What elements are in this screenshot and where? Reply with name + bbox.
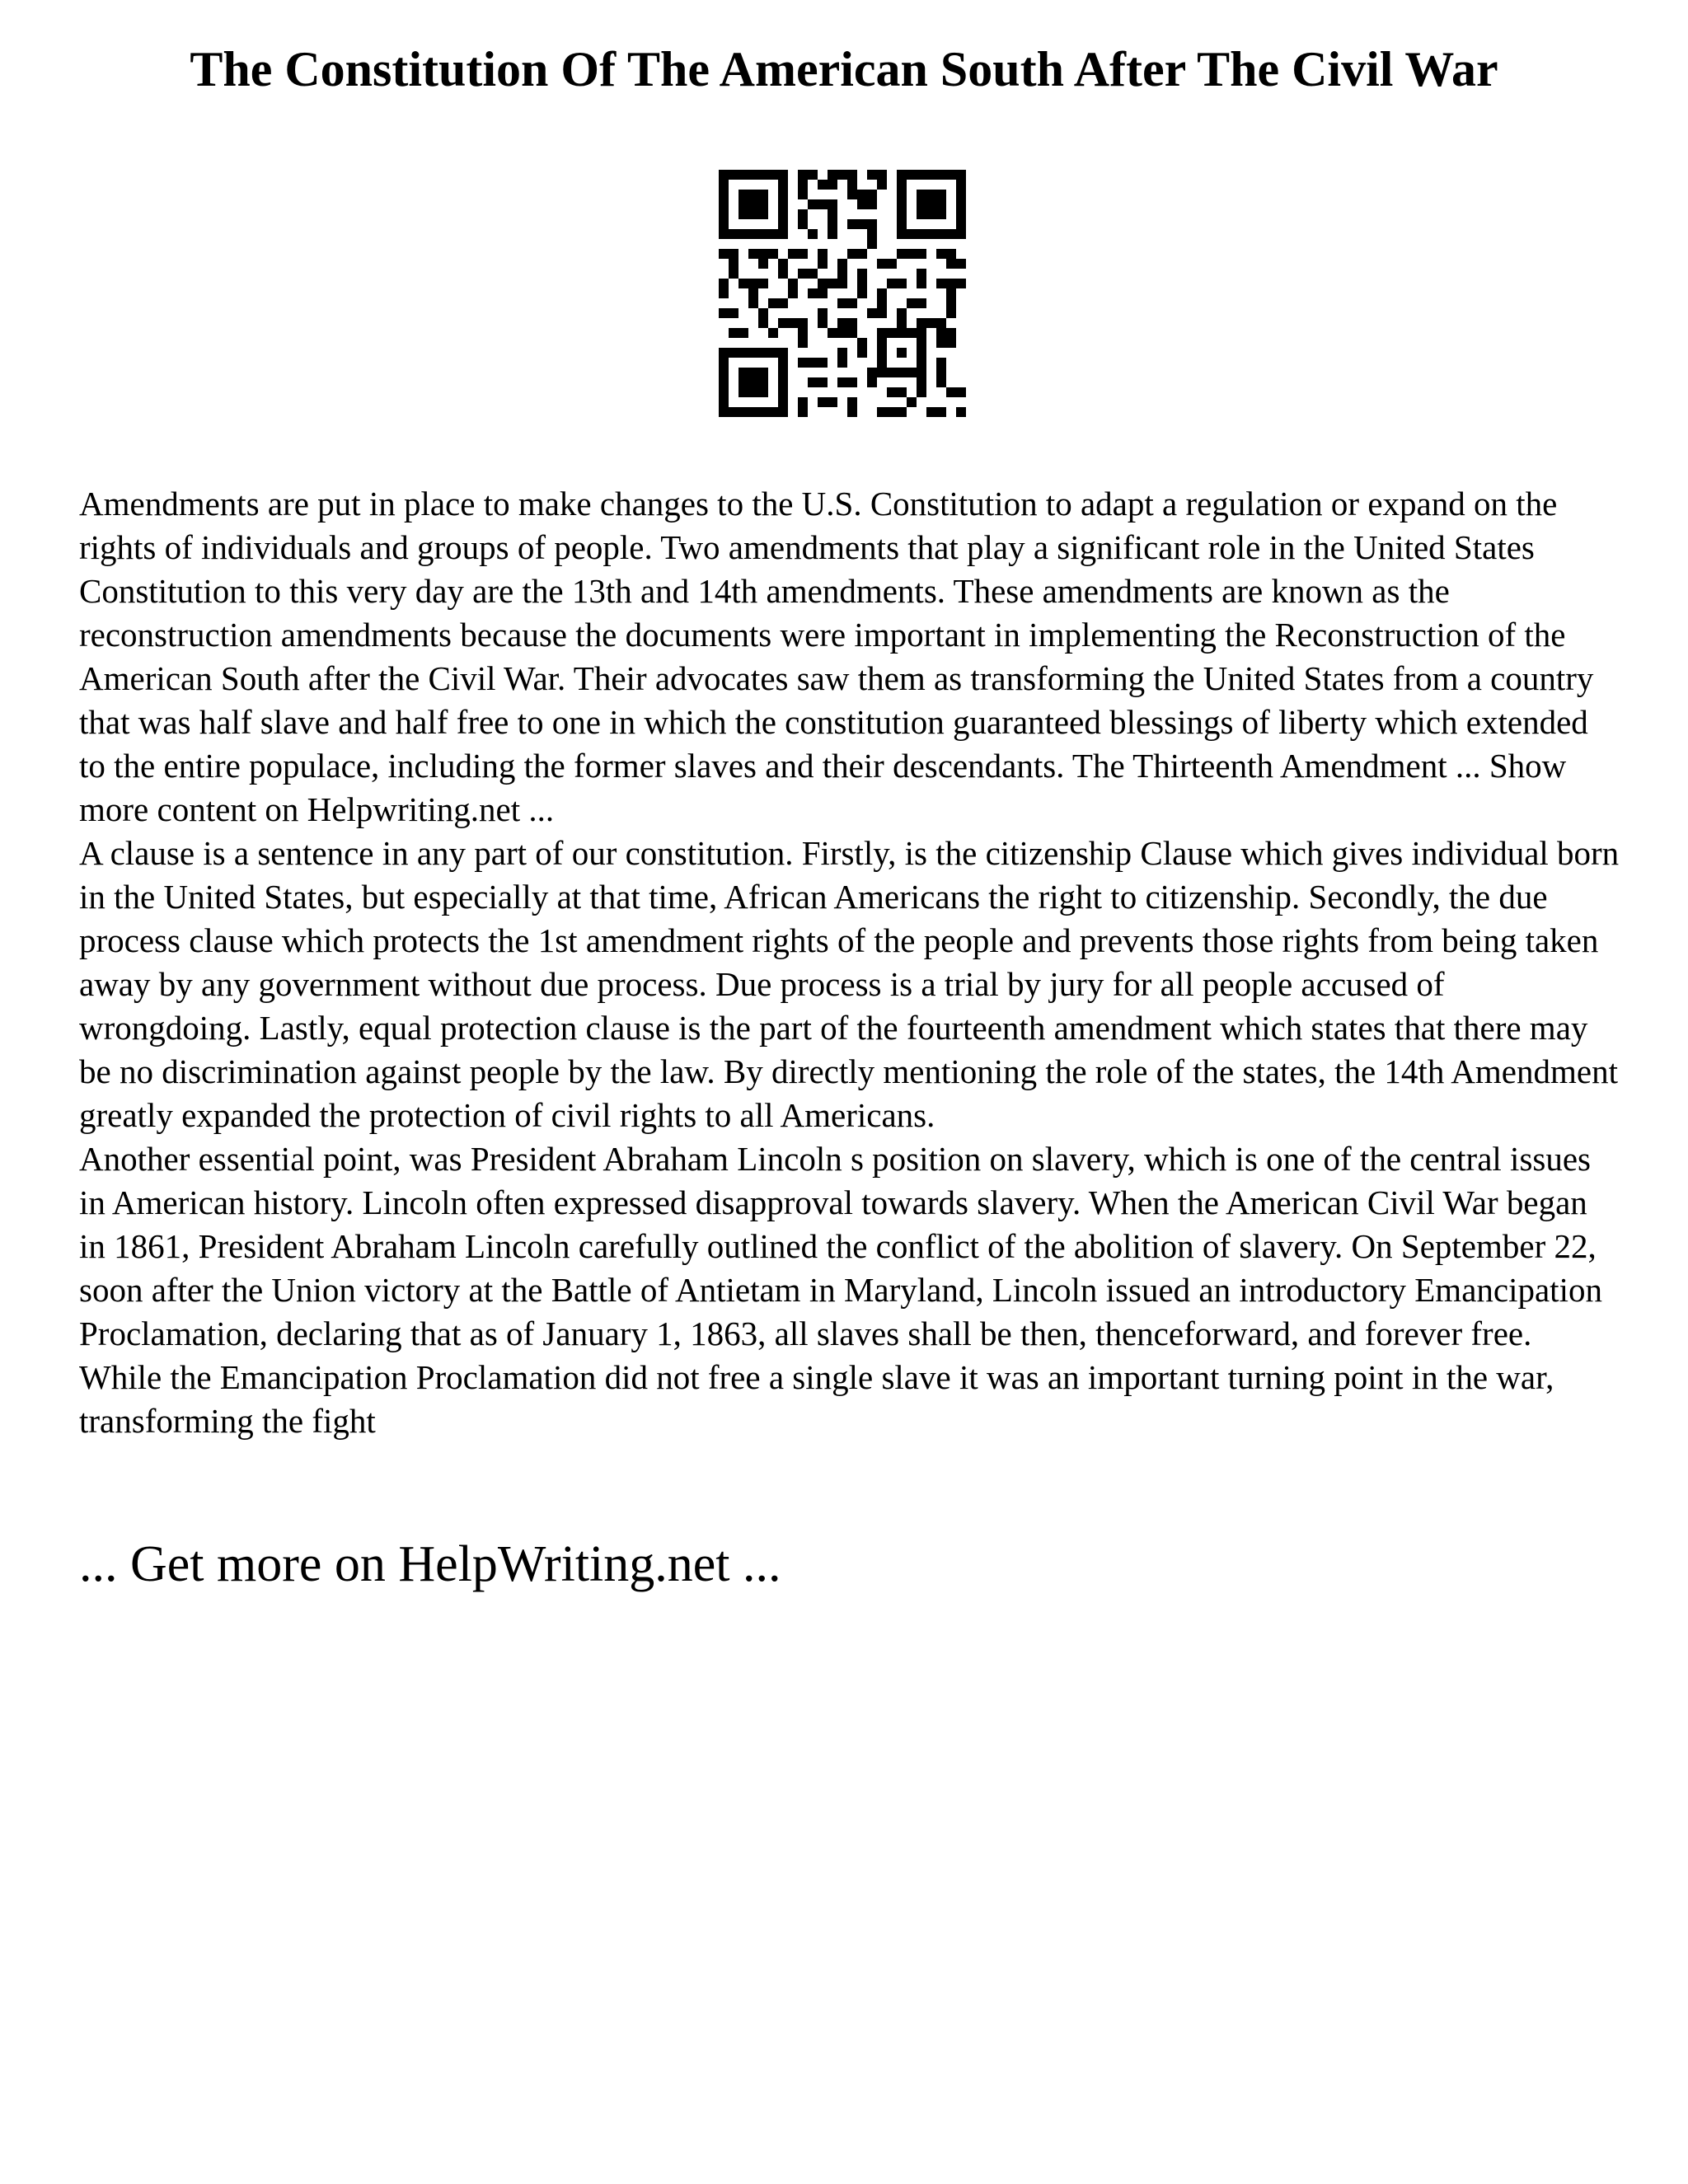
get-more-link[interactable]: ... Get more on HelpWriting.net ...: [79, 1536, 781, 1592]
qr-code-icon: [719, 170, 966, 417]
paragraph: A clause is a sentence in any part of our constitution. Firstly, is the citizenship Clause which gives individual born in the United States, but especially at that time, African Americans the right to citizenship. Secondly, the due process clause which protects the 1st amendment rights of the people and prevents those rights from being taken away by any government without due process. Due process is a trial by jury for all people accused of wrongdoing. Lastly, equal protection clause is the part of the fourteenth amendment which states that there may be no discrimination against people by the law. By directly mentioning the role of the states, the 14th Amendment greatly expanded the protection of civil rights to all Americans.: [79, 834, 1620, 1134]
paragraph: Another essential point, was President Abraham Lincoln s position on slavery, which is one of the central issues in American history. Lincoln often expressed disapproval towards slavery. When the American Civil War began in 1861, President Abraham Lincoln carefully outlined the conflict of the abolition of slavery. On September 22, soon after the Union victory at the Battle of Antietam in Maryland, Lincoln issued an introductory Emancipation Proclamation, declaring that as of January 1, 1863, all slaves shall be then, thenceforward, and forever free. While the Emancipation Proclamation did not free a single slave it was an important turning point in the war, transforming the fight: [79, 1140, 1602, 1440]
article-body: [79, 482, 1620, 1443]
paragraph: Amendments are put in place to make changes to the U.S. Constitution to adapt a regulation or expand on the rights of individuals and groups of people. Two amendments that play a significant role in the United States Constitution to this very day are the 13th and 14th amendments. These amendments are known as the reconstruction amendments because the documents were important in implementing the Reconstruction of the American South after the Civil War. Their advocates saw them as transforming the United States from a country that was half slave and half free to one in which the constitution guaranteed blessings of liberty which extended to the entire populace, including the former slaves and their descendants. The Thirteenth Amendment ... Show more content on Helpwriting.net ...: [79, 485, 1594, 828]
page-title: The Constitution Of The American South After The Civil War: [190, 42, 1498, 96]
